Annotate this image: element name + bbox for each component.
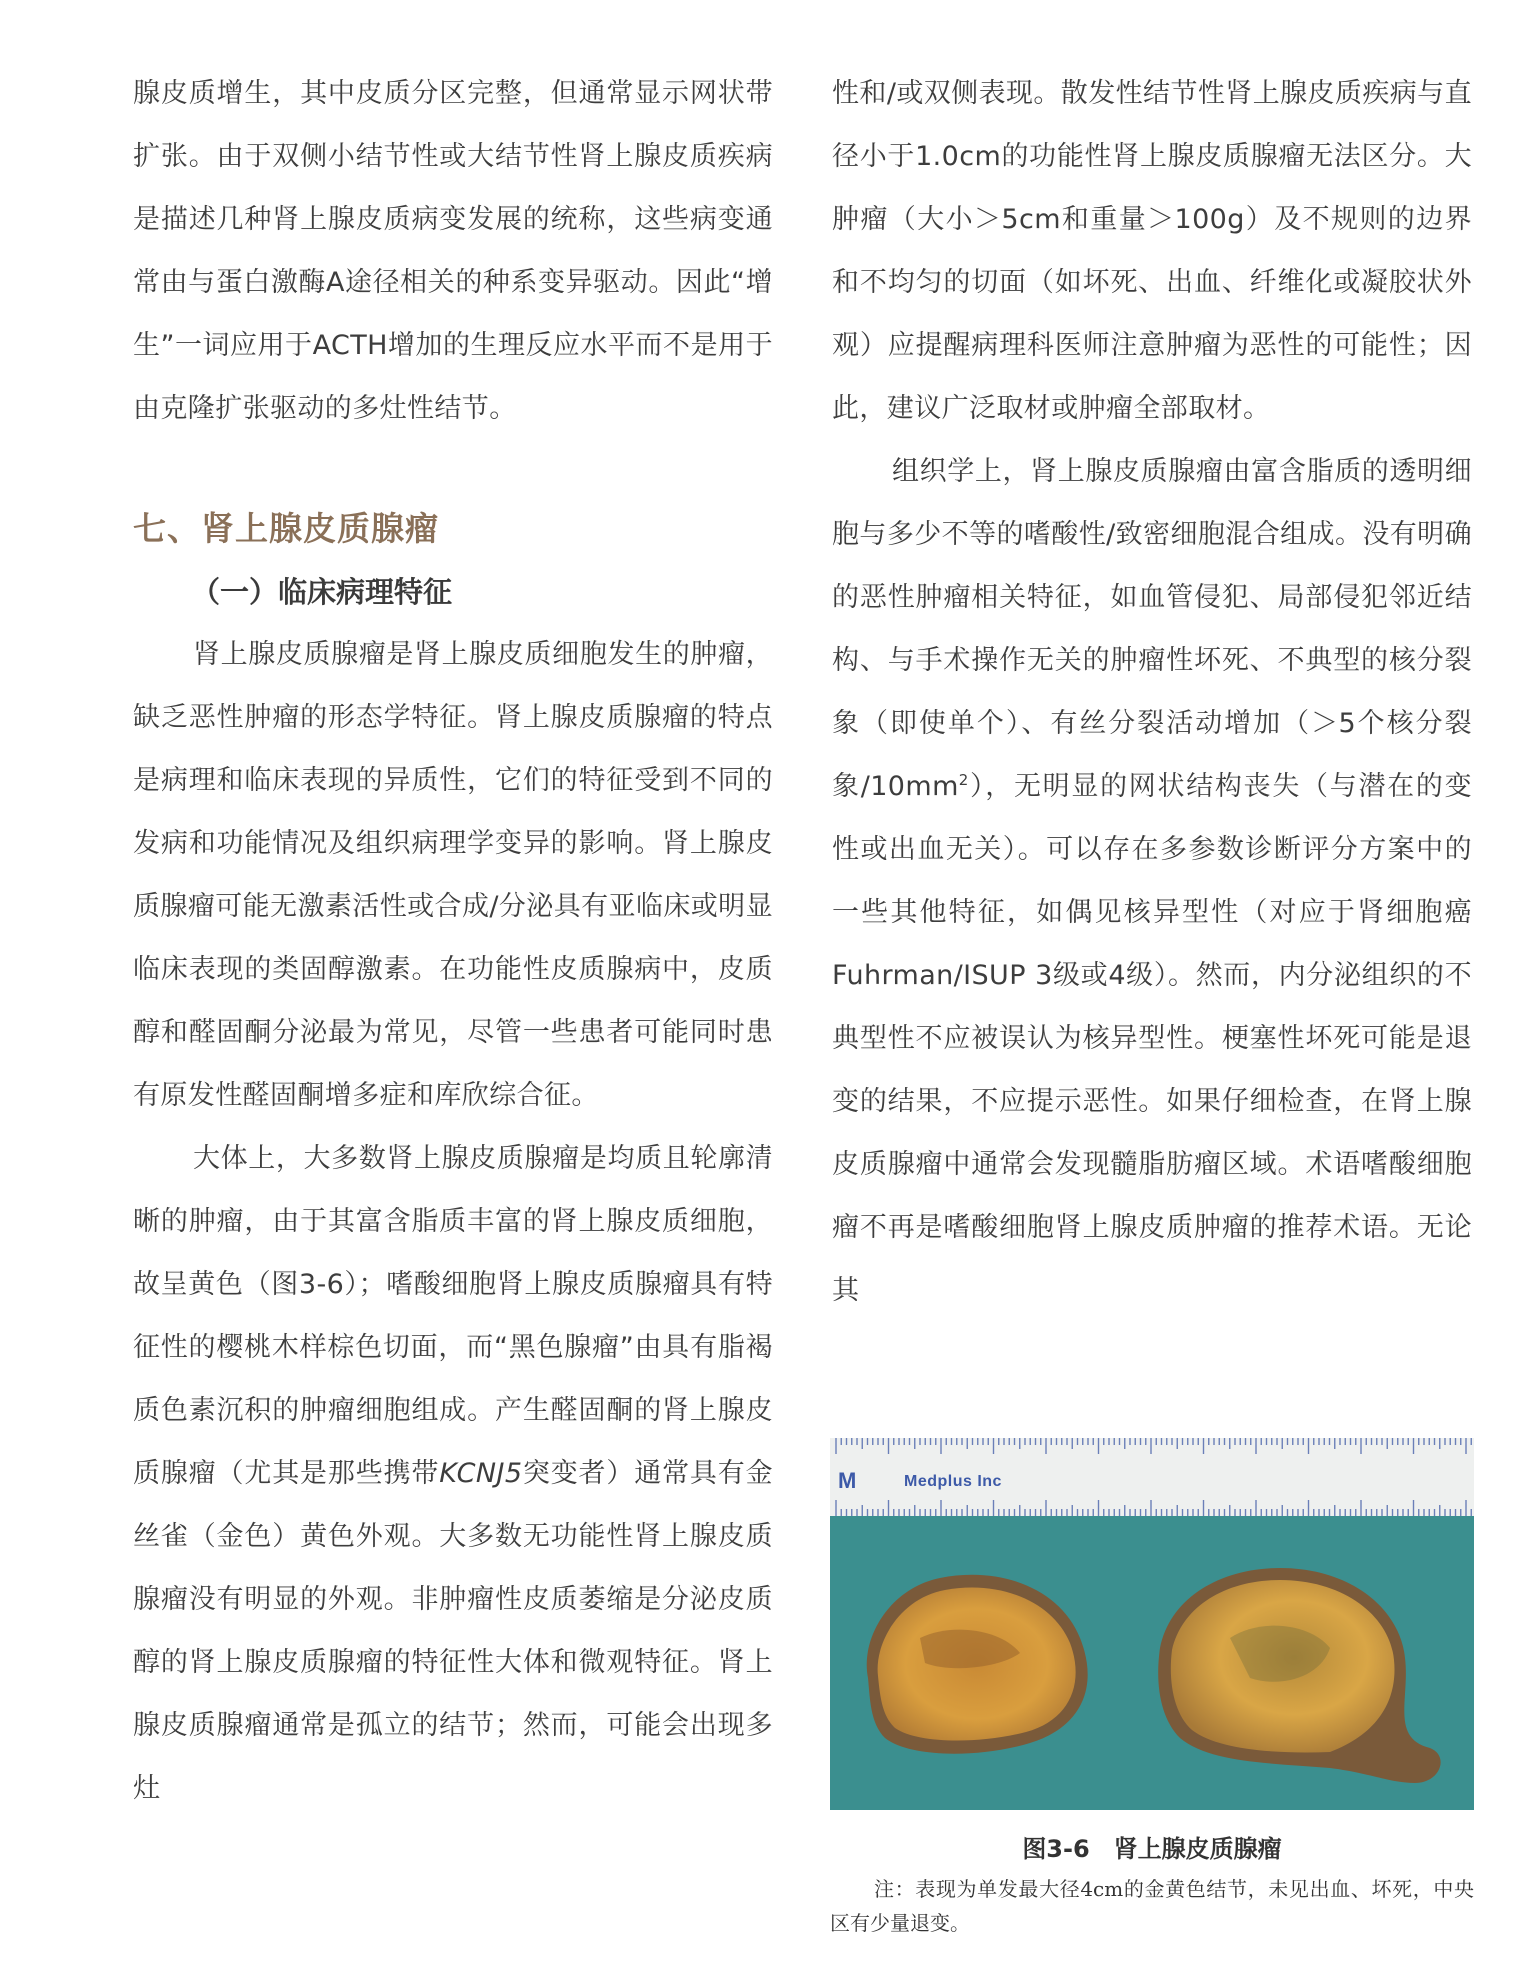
figure-3-6 bbox=[830, 1438, 1474, 1940]
ruler-brand: Medplus Inc bbox=[904, 1473, 1002, 1490]
paragraph-histology bbox=[832, 440, 1472, 1322]
subsection-heading: （一）临床病理特征 bbox=[191, 575, 453, 609]
section-heading: 七、肾上腺皮质腺瘤 bbox=[133, 509, 439, 548]
gene-name: KCNJ5 bbox=[439, 1458, 523, 1489]
paragraph-continued-right: 性和/或双侧表现。散发性结节性肾上腺皮质疾病与直径小于1.0cm的功能性肾上腺皮质腺瘤无法区分。大肿瘤（大小＞5cm和重量＞100g）及不规则的边界和不均匀的切面（如坏死、出血、纤维化或凝胶状外观）应提醒病理科医师注意肿瘤为恶性的可能性；因此，建议广泛取材或肿瘤全部取材。 bbox=[832, 78, 1472, 424]
figure-note: 注：表现为单发最大径4cm的金黄色结节，未见出血、坏死，中央区有少量退变。 bbox=[830, 1877, 1474, 1935]
paragraph-gross-part2: 突变者）通常具有金丝雀（金色）黄色外观。大多数无功能性肾上腺皮质腺瘤没有明显的外观。非肿瘤性皮质萎缩是分泌皮质醇的肾上腺皮质腺瘤的特征性大体和微观特征。肾上腺皮质腺瘤通常是孤立的结节；然而，可能会出现多灶 bbox=[133, 1458, 773, 1804]
paragraph-continued-left: 腺皮质增生，其中皮质分区完整，但通常显示网状带扩张。由于双侧小结节性或大结节性肾上腺皮质疾病是描述几种肾上腺皮质病变发展的统称，这些病变通常由与蛋白激酶A途径相关的种系变异驱动。因此“增生”一词应用于ACTH增加的生理反应水平而不是用于由克隆扩张驱动的多灶性结节。 bbox=[133, 78, 773, 424]
ruler-logo-icon: M bbox=[838, 1468, 857, 1493]
paragraph-gross bbox=[133, 1127, 773, 1820]
paragraph-histology-part1: 组织学上，肾上腺皮质腺瘤由富含脂质的透明细胞与多少不等的嗜酸性/致密细胞混合组成。没有明确的恶性肿瘤相关特征，如血管侵犯、局部侵犯邻近结构、与手术操作无关的肿瘤性坏死、不典型的核分裂象（即使单个）、有丝分裂活动增加（＞5个核分裂象/10mm bbox=[832, 456, 1472, 802]
superscript: 2 bbox=[958, 771, 969, 789]
paragraph-gross-part1: 大体上，大多数肾上腺皮质腺瘤是均质且轮廓清晰的肿瘤，由于其富含脂质丰富的肾上腺皮质细胞，故呈黄色（图3-6）；嗜酸细胞肾上腺皮质腺瘤具有特征性的樱桃木样棕色切面，而“黑色腺瘤”由具有脂褐质色素沉积的肿瘤细胞组成。产生醛固酮的肾上腺皮质腺瘤（尤其是那些携带 bbox=[133, 1143, 773, 1489]
specimen-photo bbox=[830, 1438, 1474, 1810]
paragraph-histology-part2: ），无明显的网状结构丧失（与潜在的变性或出血无关）。可以存在多参数诊断评分方案中的一些其他特征，如偶见核异型性（对应于肾细胞癌Fuhrman/ISUP 3级或4级）。然而，内分泌组织的不典型性不应被误认为核异型性。梗塞性坏死可能是退变的结果，不应提示恶性。如果仔细检查，在肾上腺皮质腺瘤中通常会发现髓脂肪瘤区域。术语嗜酸细胞瘤不再是嗜酸细胞肾上腺皮质肿瘤的推荐术语。无论其 bbox=[832, 771, 1472, 1306]
right-column bbox=[832, 62, 1472, 1322]
tumor-specimens bbox=[830, 1438, 1474, 1810]
figure-caption: 图3-6 肾上腺皮质腺瘤 bbox=[1022, 1835, 1282, 1863]
paragraph-clinical: 肾上腺皮质腺瘤是肾上腺皮质细胞发生的肿瘤，缺乏恶性肿瘤的形态学特征。肾上腺皮质腺瘤的特点是病理和临床表现的异质性，它们的特征受到不同的发病和功能情况及组织病理学变异的影响。肾上腺皮质腺瘤可能无激素活性或合成/分泌具有亚临床或明显临床表现的类固醇激素。在功能性皮质腺病中，皮质醇和醛固酮分泌最为常见，尽管一些患者可能同时患有原发性醛固酮增多症和库欣综合征。 bbox=[133, 639, 773, 1111]
left-column bbox=[133, 62, 773, 1820]
